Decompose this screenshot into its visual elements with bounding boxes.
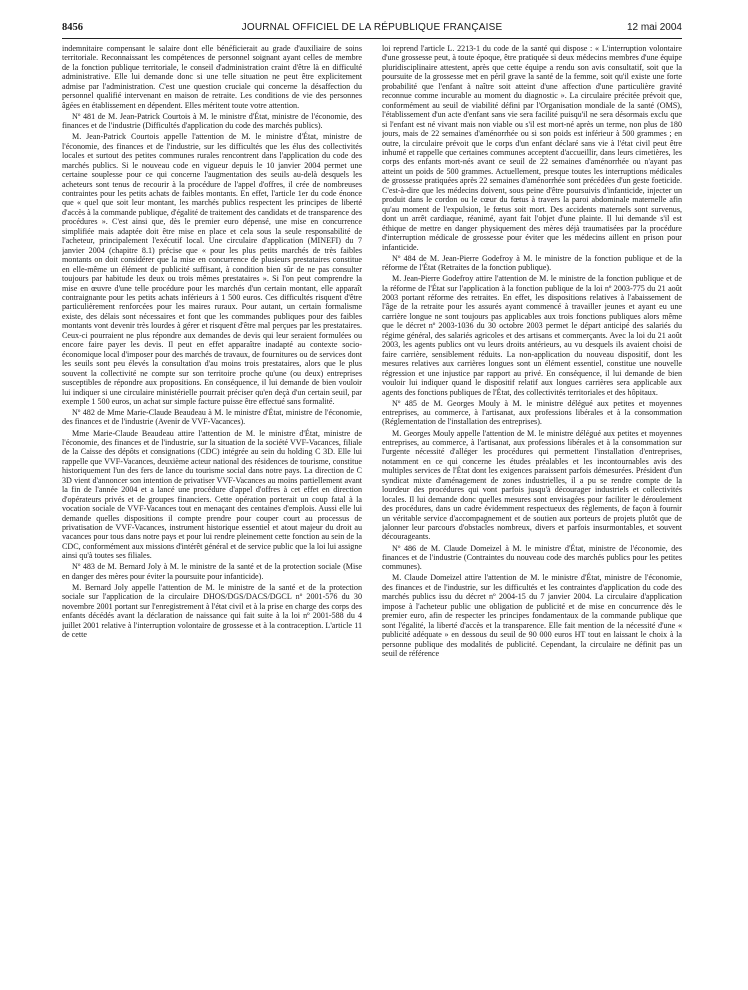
paragraph: M. Claude Domeizel attire l'attention de M. le ministre d'État, ministre de l'économie, des finances et de l'industrie, sur les difficultés et les contraintes d'application du code des marchés publics issu du décret nº 2004-15 du 7 janvier 2004. La circulaire d'application impose à l'acheteur public une obligation de publicité et de mise en concurrence dès le premier euro, afin de respecter les principes fondamentaux de la commande publique que sont l'égalité, la liberté d'accès et la transparence. Elle fait mention de la nécessité d'une « publicité adéquate » en dessous du seuil de 90 000 euros HT tout en laissant le choix à la personne publique des modalités de publicité. Cependant, la circulaire ne définit pas un seuil de référence bbox=[382, 573, 682, 659]
page-header bbox=[62, 22, 682, 38]
question-heading: Nº 484 de M. Jean-Pierre Godefroy à M. le ministre de la fonction publique et de la réforme de l'État (Retraites de la fonction publique). bbox=[382, 253, 682, 273]
paragraph: M. Jean-Pierre Godefroy attire l'attention de M. le ministre de la fonction publique et de la réforme de l'État sur l'application à la fonction publique de la loi nº 2003-775 du 21 août 2003 portant réforme des retraites. En effet, les dispositions relatives à l'abaissement de l'âge de la retraite pour les assurés ayant commencé à travailler jeunes et ayant eu une carrière longue ne sont toujours pas applicables aux trois fonctions publiques alors même que le décret nº 2003-1036 du 30 octobre 2003 permet le départ anticipé des salariés du régime général, des salariés agricoles et des artisans et commerçants. Avec la loi du 21 août 2003, les agents publics ont vu leurs droits antérieurs, au vu desquels ils avaient choisi de faire carrière, sensiblement réduits. La non-application du nouveau dispositif, dont les mesures relatives aux carrières longues sont un élément essentiel, constitue une nouvelle régression et une injustice par rapport au privé. En conséquence, il lui demande de bien vouloir lui indiquer quand le dispositif relatif aux longues carrières sera applicable aux agents des fonctions publiques de l'État, des collectivités territoriales et des hôpitaux. bbox=[382, 274, 682, 397]
question-heading: Nº 482 de Mme Marie-Claude Beaudeau à M. le ministre d'État, ministre de l'économie, des finances et de l'industrie (Avenir de VVF-Vacances). bbox=[62, 408, 362, 427]
question-heading: Nº 485 de M. Georges Mouly à M. le ministre délégué aux petites et moyennes entreprises, au commerce, à l'artisanat, aux professions libérales et à la consommation (Réglementation de l'installation des entreprises). bbox=[382, 398, 682, 427]
paragraph: M. Bernard Joly appelle l'attention de M. le ministre de la santé et de la protection sociale sur l'application de la circulaire DHOS/DGS/DACS/DGCL nº 2001-576 du 30 novembre 2001 portant sur l'enregistrement à l'état civil et à la prise en charge des corps des enfants décédés avant la déclaration de naissance qui fait suite à la loi nº 2001-588 du 4 juillet 2001 relative à l'interruption volontaire de grossesse et à la contraception. L'article 11 de cette bbox=[62, 582, 362, 640]
paragraph: Mme Marie-Claude Beaudeau attire l'attention de M. le ministre d'État, ministre de l'économie, des finances et de l'industrie, sur la situation de la société VVF-Vacances, filiale de la Caisse des dépôts et consignations (CDC) intégrée au sein du holding C 3D. Elle lui rappelle que VVF-Vacances, deuxième acteur national des résidences de tourisme, constitue historiquement l'un des fers de lance du tourisme social dans notre pays. La direction de C 3D vient d'annoncer son intention de privatiser VVF-Vacances au moins partiellement avant la fin de l'année 2004 et a lancé une procédure d'appel d'offres à cet effet en direction d'opérateurs privés et de groupes financiers. Cette opération porterait un coup fatal à la vocation sociale de VVF-Vacances tout en menaçant des centaines d'emplois. Aussi elle lui demande quelles dispositions il compte prendre pour couper court au processus de privatisation de VVF-Vacances, instrument historique essentiel et atout majeur du droit au vacances pour tous dans notre pays et pour lui rendre pleinement cette fonction au sein de la CDC, conformément aux missions d'intérêt général et de service public que la loi lui assigne ainsi qu'à toutes ses filiales. bbox=[62, 428, 362, 561]
header-rule bbox=[62, 38, 682, 39]
journal-title: JOURNAL OFFICIEL DE LA RÉPUBLIQUE FRANÇAISE bbox=[241, 22, 503, 33]
paragraph: loi reprend l'article L. 2213-1 du code de la santé qui dispose : « L'interruption volontaire d'une grossesse peut, à toute époque, être pratiquée si deux médecins membres d'une équipe pluridisciplinaire attestent, après que cette équipe a rendu son avis consultatif, soit que la poursuite de la grossesse met en péril grave la santé de la femme, soit qu'il existe une forte probabilité que l'enfant à naître soit atteint d'une affection d'une particulière gravité reconnue comme incurable au moment du diagnostic ». La circulaire précitée prévoit que, conformément au seuil de viabilité défini par l'Organisation mondiale de la santé (OMS), l'établissement d'un acte d'enfant sans vie sera facilité puisqu'il ne sera désormais exclu que si l'enfant est né vivant mais non viable ou s'il est mort-né après un terme, non plus de 180 jours, mais de 22 semaines d'aménorrhée ou si son poids est inférieur à 500 grammes ; en outre, la circulaire prévoit que le corps d'un enfant déclaré sans vie à l'état civil peut être inhumé et rappelle que certaines communes acceptent d'accueillir, dans leurs cimetières, les corps des enfants mort-nés avant ce seuil de 22 semaines d'aménorrhée ou n'ayant pas atteint un poids de 500 grammes. Actuellement, presque toutes les interruptions médicales de grossesse pratiquées après 22 semaines d'aménorrhée sont précédées d'un geste foeticide. C'est-à-dire que les médecins doivent, sous peine d'être poursuivis d'infanticide, injecter un produit dans le cordon ou le cœur du fœtus à travers la paroi abdominale maternelle afin qu'au moment de l'expulsion, le fœtus soit mort. Des accidents maternels sont survenus, dont un arrêt cardiaque, réanimé, ayant fait l'objet d'une plainte. Il lui demande s'il est éthique de mettre en danger physiquement des mères déjà traumatisées par la procédure d'interruption médicale de grossesse pour éviter que les médecins aillent en prison pour infanticide. bbox=[382, 44, 682, 252]
question-heading: Nº 481 de M. Jean-Patrick Courtois à M. le ministre d'État, ministre de l'économie, des finances et de l'industrie (Difficultés d'application du code des marchés publics). bbox=[62, 111, 362, 131]
publication-date: 12 mai 2004 bbox=[626, 22, 682, 33]
page-number: 8456 bbox=[62, 22, 83, 33]
question-heading: Nº 483 de M. Bernard Joly à M. le ministre de la santé et de la protection sociale (Mise en danger des mères pour éviter la poursuite pour infanticide). bbox=[62, 562, 362, 581]
question-heading: Nº 486 de M. Claude Domeizel à M. le ministre d'État, ministre de l'économie, des finances et de l'industrie (Contraintes du nouveau code des marchés publics pour les petites communes). bbox=[382, 543, 682, 572]
paragraph: M. Jean-Patrick Courtois appelle l'attention de M. le ministre d'État, ministre de l'économie, des finances et de l'industrie, sur les difficultés que les élus des collectivités locales et surtout des petites communes rurales rencontrent dans l'application du code des marchés publics. Si le nouveau code en vigueur depuis le 10 janvier 2004 permet une certaine souplesse pour ce qui concerne l'augmentation des seuils au-delà desquels les acheteurs sont tenus de recourir à la procédure de l'appel d'offres, il crée de nombreuses contraintes pour les petits achats de faibles montants. En effet, l'article 1er du code énonce que « quel que soit leur montant, les marchés publics respectent les principes de liberté d'accès à la commande publique, d'égalité de traitement des candidats et de transparence des procédures ». C'est ainsi que, dès le premier euro dépensé, une mise en concurrence simplifiée mais adaptée doit être mise en place et cela sous la seule responsabilité de l'acheteur, principalement l'exécutif local. Une circulaire d'application (MINEFI) du 7 janvier 2004 (chapitre 8.1) précise que « pour les plus petits marchés de très faibles montants on doit considérer que la mise en concurrence de plusieurs prestataires constitue en elle-même un élément de publicité suffisant, à condition bien sûr de ne pas consulter toujours par habitude les deux ou trois mêmes prestataires ». Si l'on peut comprendre la mise en œuvre d'une telle procédure pour les marchés d'un certain montant, elle apparaît contraignante pour les petits achats inférieurs à 1 500 euros. Ces difficultés risquent d'être particulièrement renforcées pour les maires ruraux. Pour autant, un certain formalisme existe, des délais sont nécessaires et font que les commandes publiques pour des faibles montants vont devenir très lourdes à gérer et risquent d'être mal perçues par les prestataires. Ceux-ci pourraient ne plus répondre aux demandes de devis qui leur seraient formulées ou encore faire payer les devis. Il peut en effet apparaître inadapté au contexte socio-économique local d'imposer pour des marchés de travaux, de fournitures ou de services dont les seuils sont peu élevés la consultation d'au moins trois prestataires, alors que le plus souvent la collectivité ne compte sur son territoire proche qu'une (ou deux) entreprises susceptibles de répondre aux propositions. En conséquence, il lui demande de bien vouloir lui indiquer si une circulaire ministérielle pourrait préciser qu'en deçà d'un certain seuil, par exemple 1 500 euros, un achat sur simple facture puisse être effectué sans formalité. bbox=[62, 132, 362, 406]
paragraph: M. Georges Mouly appelle l'attention de M. le ministre délégué aux petites et moyennes entreprises, au commerce, à l'artisanat, aux professions libérales et à la consommation sur l'urgente nécessité d'alléger les procédures qui permettent l'installation d'entreprises, notamment en ce qui concerne les études préalables et les incontournables avis des multiples services de l'État dont les exigences paraissent parfois démesurées. Président d'un syndicat mixte d'aménagement de zones industrielles, il a pu se rendre compte de la lourdeur des procédures qui vont parfois jusqu'à décourager industriels et collectivités locales. Il lui demande donc quelles mesures sont envisagées pour faciliter le déroulement des procédures, dans un cadre évidemment respectueux des règlements, de façon à fournir un véritable service d'accompagnement et de soutien aux porteurs de projets plutôt que de jalonner leur parcours d'obstacles nombreux, divers et parfois insurmontables, et souvent décourageants. bbox=[382, 428, 682, 542]
paragraph: indemnitaire compensant le salaire dont elle bénéficierait au grade d'auxiliaire de soins territoriale. Reconnaissant les compétences de personnel soignant ayant celles de membre de la fonction publique territoriale, le conseil d'administration craint d'être là en difficulté administrative. Elle lui demande donc si une telle situation ne peut être explicitement admise par l'administration. C'est une question cruciale qui concerne la désaffection du personnel qualifié intervenant en maison de retraite. Les conditions de vie des personnes âgées en établissement en dépendent. Elles méritent toute votre attention. bbox=[62, 44, 362, 110]
left-column bbox=[62, 44, 362, 984]
right-column bbox=[382, 44, 682, 984]
